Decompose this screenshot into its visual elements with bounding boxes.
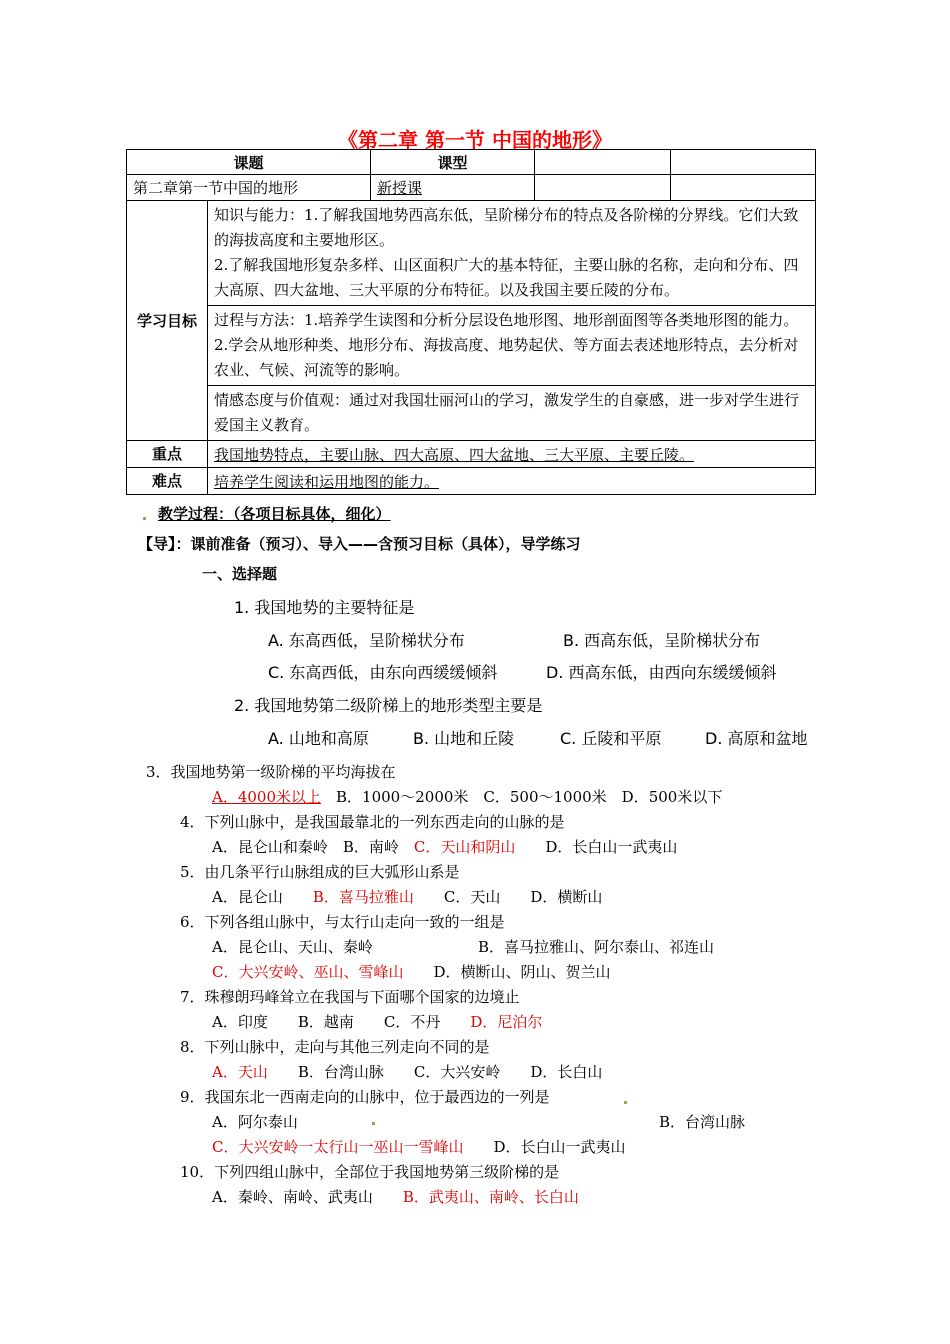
q4-answer: C．天山和阴山 bbox=[413, 838, 516, 856]
decor-dot bbox=[372, 1122, 375, 1125]
q7-stem: 7．珠穆朗玛峰耸立在我国与下面哪个国家的边境止 bbox=[180, 988, 520, 1006]
q6-stem: 6．下列各组山脉中，与太行山走向一致的一组是 bbox=[180, 913, 505, 931]
difficulty-points: 培养学生阅读和运用地图的能力。 bbox=[214, 472, 440, 491]
q3-answer: A．4000米以上 bbox=[212, 788, 322, 806]
header-topic: 课题 bbox=[127, 150, 371, 175]
q9-option-b: B．台湾山脉 bbox=[659, 1113, 746, 1131]
q3-stem: 3．我国地势第一级阶梯的平均海拔在 bbox=[146, 763, 396, 781]
q2-stem: 2. 我国地势第二级阶梯上的地形类型主要是 bbox=[234, 696, 543, 715]
q9-stem: 9．我国东北一西南走向的山脉中，位于最西边的一列是 bbox=[180, 1088, 550, 1106]
q1-stem: 1. 我国地势的主要特征是 bbox=[234, 598, 415, 617]
q8-answer: A．天山 bbox=[212, 1063, 268, 1081]
goal-process: 过程与方法：1.培养学生读图和分析分层设色地形图、地形剖面图等各类地形图的能力。 2.学会从地形种类、地形分布、海拔高度、地势起伏、等方面去表述地形特点，去分析对农业、气候、河流等的影响。 bbox=[208, 306, 816, 386]
empty-cell bbox=[671, 175, 816, 201]
q1-option-d: D. 西高东低，由西向东缓缓倾斜 bbox=[546, 663, 777, 682]
q7-answer: D．尼泊尔 bbox=[470, 1013, 543, 1031]
q8-stem: 8．下列山脉中，走向与其他三列走向不同的是 bbox=[180, 1038, 490, 1056]
page-title: 《第二章 第一节 中国的地形》 bbox=[338, 128, 612, 152]
header-type: 课型 bbox=[371, 150, 535, 175]
q2-option-d: D. 高原和盆地 bbox=[705, 729, 808, 748]
process-heading: 教学过程：（各项目标具体，细化） bbox=[158, 505, 391, 523]
q3-options: A．4000米以上 B．1000～2000米 C．500～1000米 D．500米以下 bbox=[212, 788, 723, 806]
q10-stem: 10．下列四组山脉中，全部位于我国地势第三级阶梯的是 bbox=[180, 1163, 560, 1181]
q7-options: A．印度 B．越南 C．不丹 D．尼泊尔 bbox=[212, 1013, 543, 1031]
q5-answer: B．喜马拉雅山 bbox=[312, 888, 414, 906]
empty-cell bbox=[671, 150, 816, 175]
q9-options-cd: C．大兴安岭一太行山一巫山一雪峰山 D．长白山一武夷山 bbox=[212, 1138, 626, 1156]
q6-option-b: B．喜马拉雅山、阿尔泰山、祁连山 bbox=[478, 938, 715, 956]
q6-answer: C．大兴安岭、巫山、雪峰山 bbox=[212, 963, 404, 981]
goal-emotion: 情感态度与价值观：通过对我国壮丽河山的学习，激发学生的自豪感，进一步对学生进行爱国主义教育。 bbox=[208, 386, 816, 441]
lesson-info-table bbox=[126, 149, 816, 495]
q10-answer: B．武夷山、南岭、长白山 bbox=[402, 1188, 579, 1206]
difficulty-label: 难点 bbox=[127, 468, 208, 495]
q6-option-a: A．昆仑山、天山、秦岭 bbox=[212, 938, 373, 956]
q10-options: A．秦岭、南岭、武夷山 B．武夷山、南岭、长白山 bbox=[212, 1188, 579, 1206]
goal-knowledge: 知识与能力：1.了解我国地势西高东低，呈阶梯分布的特点及各阶梯的分界线。它们大致的海拔高度和主要地形区。 2.了解我国地形复杂多样、山区面积广大的基本特征，主要山脉的名称，走向和分布、四大高原、四大盆地、三大平原的分布特征。以及我国主要丘陵的分布。 bbox=[208, 201, 816, 306]
empty-cell bbox=[535, 175, 671, 201]
q9-option-a: A．阿尔泰山 bbox=[212, 1113, 298, 1131]
q4-options: A．昆仑山和秦岭 B．南岭 C．天山和阴山 D．长白山一武夷山 bbox=[212, 838, 678, 856]
decor-dot bbox=[624, 1101, 627, 1104]
topic-value: 第二章第一节中国的地形 bbox=[127, 175, 371, 201]
q4-stem: 4．下列山脉中，是我国最靠北的一列东西走向的山脉的是 bbox=[180, 813, 565, 831]
q1-option-a: A. 东高西低，呈阶梯状分布 bbox=[268, 631, 465, 650]
type-value: 新授课 bbox=[377, 179, 423, 197]
empty-cell bbox=[535, 150, 671, 175]
q8-options: A．天山 B．台湾山脉 C．大兴安岭 D．长白山 bbox=[212, 1063, 603, 1081]
goal-label: 学习目标 bbox=[127, 201, 208, 441]
q1-option-b: B. 西高东低，呈阶梯状分布 bbox=[563, 631, 761, 650]
guide-heading: 【导】：课前准备（预习）、导入——含预习目标（具体），导学练习 bbox=[138, 535, 581, 553]
q2-option-a: A. 山地和高原 bbox=[268, 729, 369, 748]
q2-option-c: C. 丘陵和平原 bbox=[560, 729, 662, 748]
section-heading: 一、选择题 bbox=[202, 565, 278, 583]
q9-answer: C．大兴安岭一太行山一巫山一雪峰山 bbox=[212, 1138, 464, 1156]
q1-option-c: C. 东高西低，由东向西缓缓倾斜 bbox=[268, 663, 498, 682]
q5-options: A．昆仑山 B．喜马拉雅山 C．天山 D．横断山 bbox=[212, 888, 603, 906]
key-label: 重点 bbox=[127, 441, 208, 468]
q5-stem: 5．由几条平行山脉组成的巨大弧形山系是 bbox=[180, 863, 460, 881]
decor-dot bbox=[143, 517, 146, 520]
key-points: 我国地势特点，主要山脉、四大高原、四大盆地、三大平原、主要丘陵。 bbox=[214, 445, 695, 464]
q2-option-b: B. 山地和丘陵 bbox=[413, 729, 515, 748]
q6-options-cd: C．大兴安岭、巫山、雪峰山 D．横断山、阴山、贺兰山 bbox=[212, 963, 611, 981]
